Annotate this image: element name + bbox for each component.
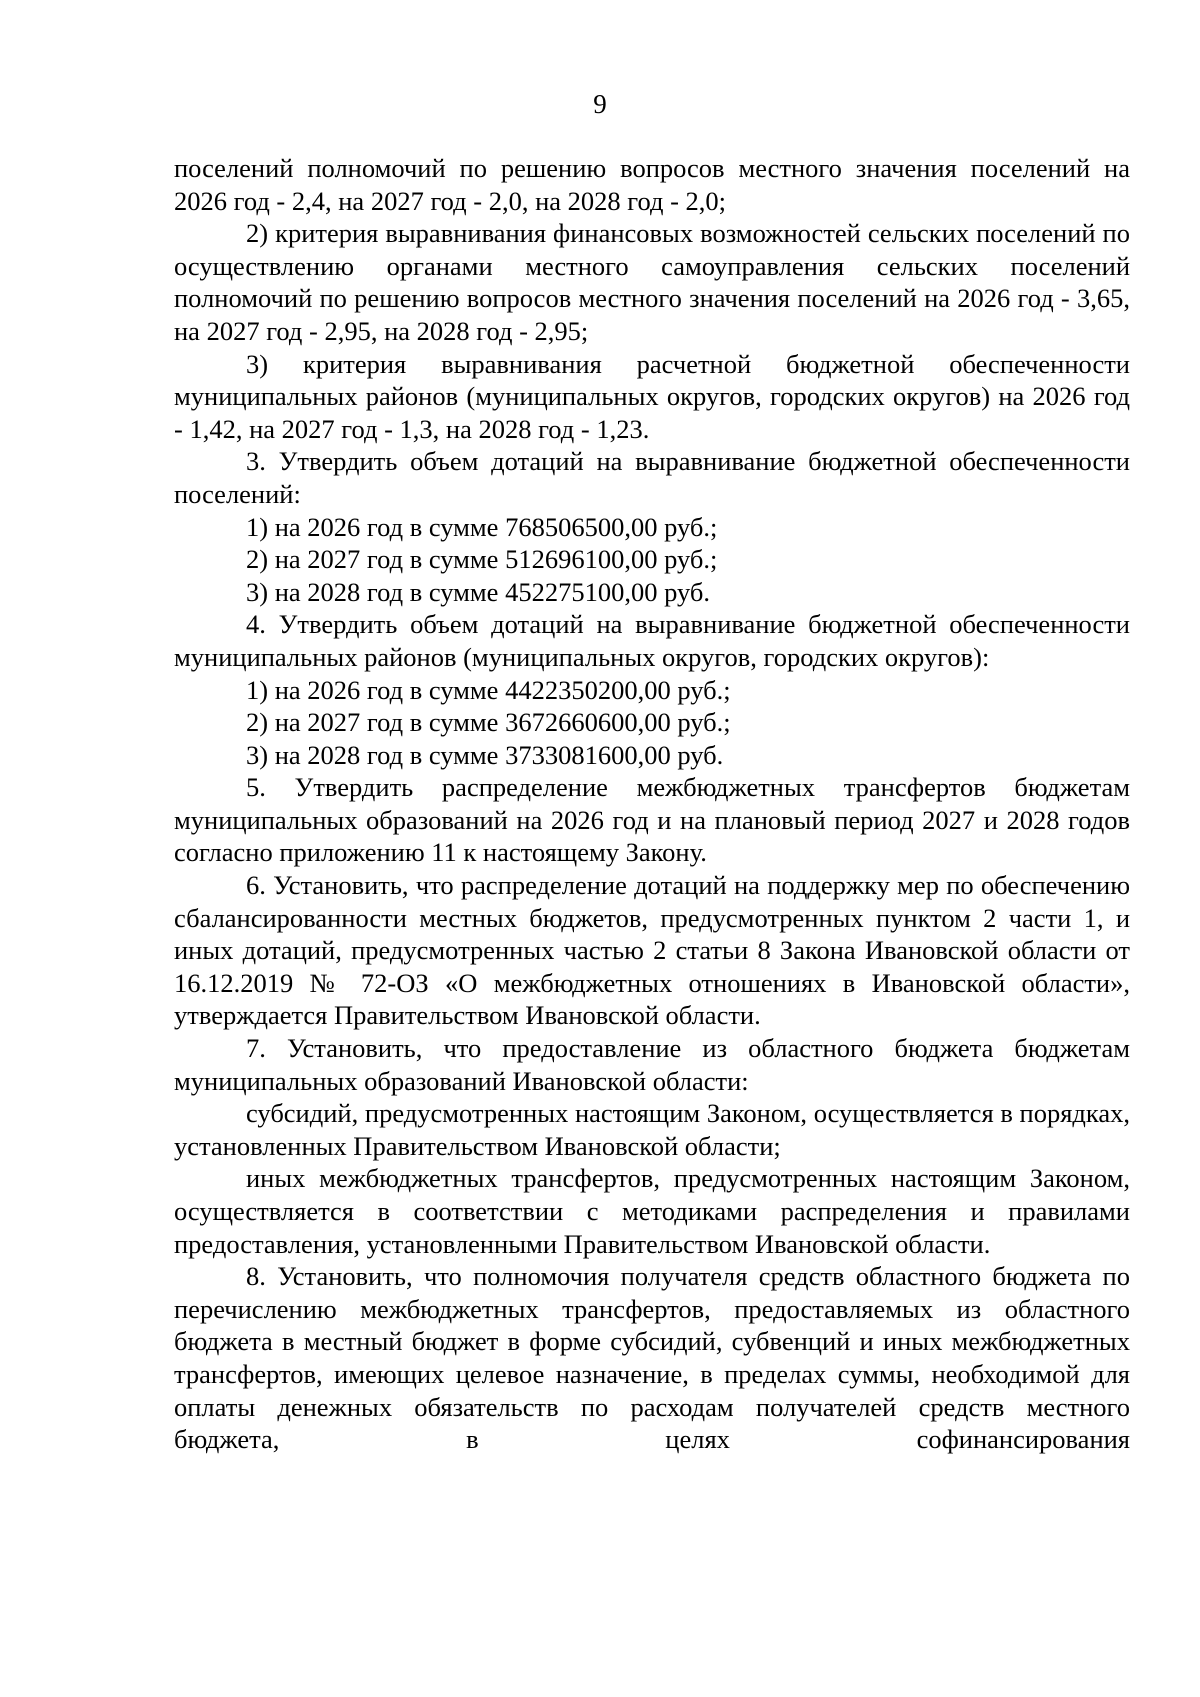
paragraph: иных межбюджетных трансфертов, предусмотренных настоящим Законом, осуществляется в соответствии с методиками распределения и правилами предоставления, установленными Правительством Ивановской области. xyxy=(174,1163,1130,1259)
list-item: 1) на 2026 год в сумме 768506500,00 руб.; xyxy=(246,511,718,542)
paragraph: 5. Утвердить распределение межбюджетных трансфертов бюджетам муниципальных образований на 2026 год и на плановый период 2027 и 2028 годов согласно приложению 11 к настоящему Закону. xyxy=(174,772,1130,868)
paragraph: 3) критерия выравнивания расчетной бюджетной обеспеченности муниципальных районов (муниципальных округов, городских округов) на 2026 год - 1,42, на 2027 год - 1,3, на 2028 год - 1,23. xyxy=(174,348,1130,444)
list-item: 3) на 2028 год в сумме 3733081600,00 руб. xyxy=(246,739,724,770)
paragraph: 6. Установить, что распределение дотаций на поддержку мер по обеспечению сбалансированности местных бюджетов, предусмотренных пунктом 2 части 1, и иных дотаций, предусмотренных частью 2 статьи 8 Закона Ивановской области от 16.12.2019 № 72-ОЗ «О межбюджетных отношениях в Ивановской области», утверждается Правительством Ивановской области. xyxy=(174,870,1130,1031)
document-body xyxy=(174,152,1130,1456)
paragraph: 2) критерия выравнивания финансовых возможностей сельских поселений по осуществлению органами местного самоуправления сельских поселений полномочий по решению вопросов местного значения поселений на 2026 год - 3,65, на 2027 год - 2,95, на 2028 год - 2,95; xyxy=(174,218,1130,346)
list-item: 3) на 2028 год в сумме 452275100,00 руб. xyxy=(246,576,710,607)
paragraph: 8. Установить, что полномочия получателя средств областного бюджета по перечислению межбюджетных трансфертов, предоставляемых из областного бюджета в местный бюджет в форме субсидий, субвенций и иных межбюджетных трансфертов, имеющих целевое назначение, в пределах суммы, необходимой для оплаты денежных обязательств по расходам получателей средств местного бюджета, в целях софинансирования xyxy=(174,1261,1130,1455)
list-item: 2) на 2027 год в сумме 512696100,00 руб.; xyxy=(246,544,718,575)
paragraph: субсидий, предусмотренных настоящим Законом, осуществляется в порядках, установленных Правительством Ивановской области; xyxy=(174,1098,1130,1161)
page-number: 9 xyxy=(593,89,607,119)
paragraph: 3. Утвердить объем дотаций на выравнивание бюджетной обеспеченности поселений: xyxy=(174,446,1130,509)
list-item: 2) на 2027 год в сумме 3672660600,00 руб.; xyxy=(246,707,731,738)
list-item: 1) на 2026 год в сумме 4422350200,00 руб.; xyxy=(246,674,731,705)
paragraph: 4. Утвердить объем дотаций на выравнивание бюджетной обеспеченности муниципальных районов (муниципальных округов, городских округов): xyxy=(174,609,1130,672)
paragraph: поселений полномочий по решению вопросов местного значения поселений на 2026 год - 2,4, на 2027 год - 2,0, на 2028 год - 2,0; xyxy=(174,153,1130,216)
paragraph: 7. Установить, что предоставление из областного бюджета бюджетам муниципальных образований Ивановской области: xyxy=(174,1033,1130,1096)
